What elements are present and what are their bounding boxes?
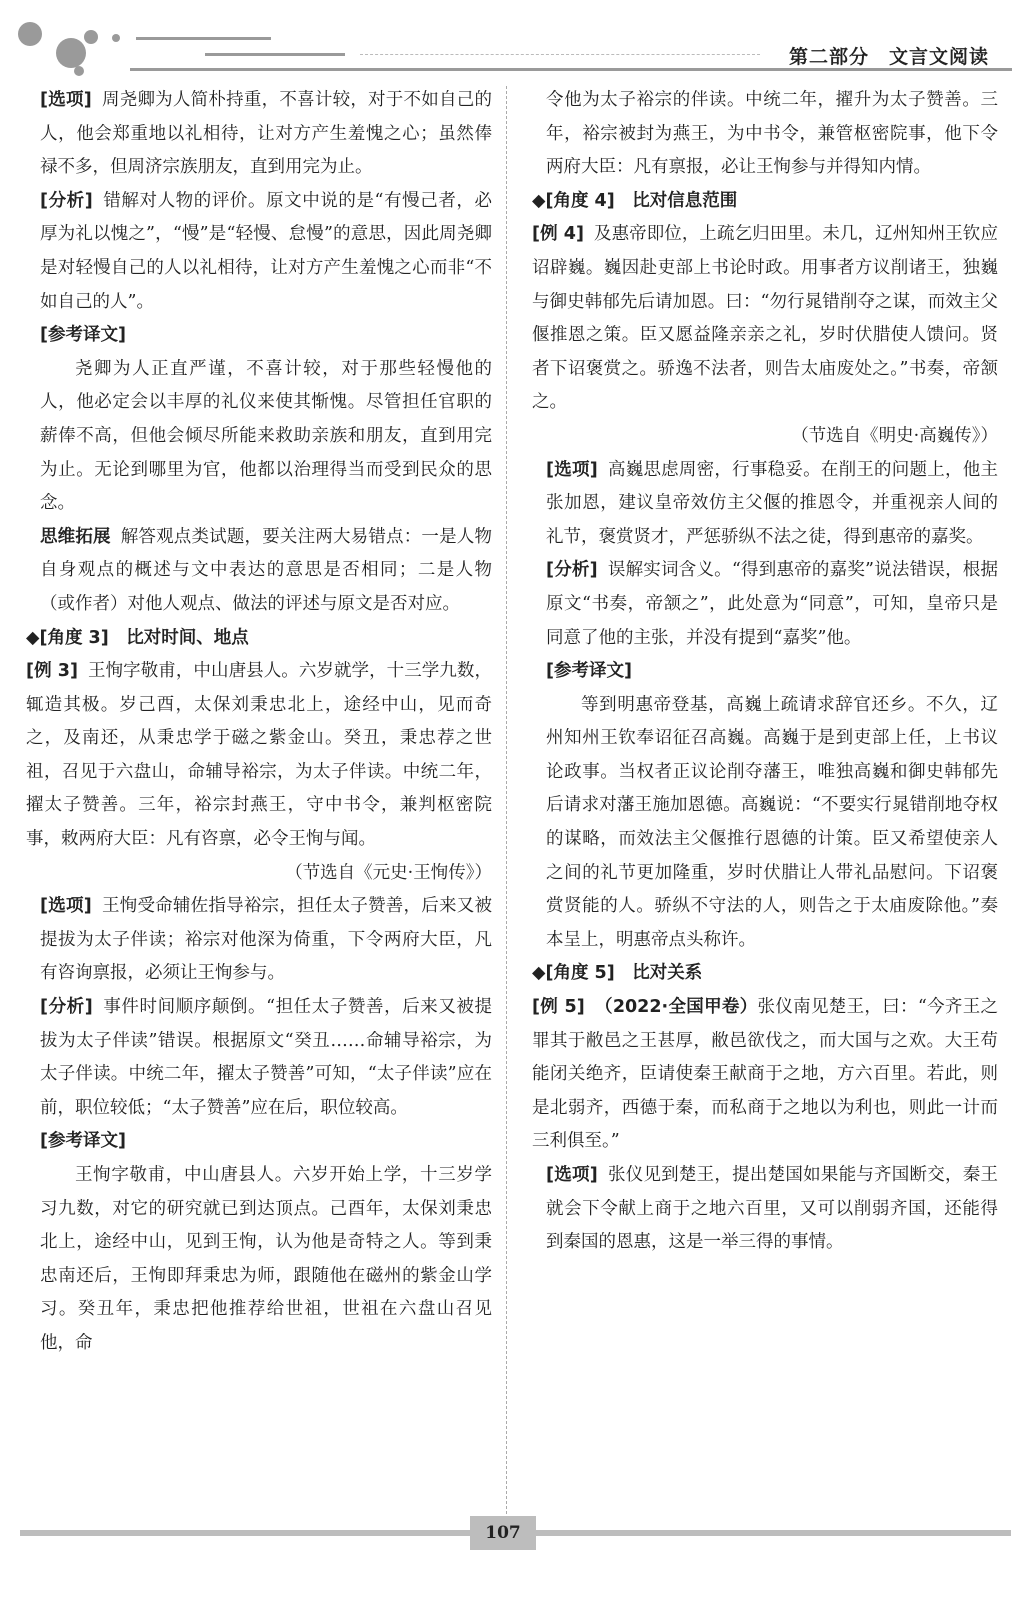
- section-title: 第二部分 文言文阅读: [788, 46, 989, 68]
- example-3-source: （节选自《元史·王恂传》）: [285, 862, 492, 883]
- decor-circle: [112, 34, 120, 42]
- thinking-tag: 思维拓展: [40, 526, 111, 547]
- angle-5-heading: ◆[角度 5] 比对关系: [532, 963, 703, 984]
- example-3-paragraph: [例 3] 王恂字敬甫，中山唐县人。六岁就学，十三学九数，辄造其极。岁己酉，太保刘秉忠北上，途经中山，见而奇之，及南还，从秉忠学于磁之紫金山。癸丑，秉忠荐之世祖，召见于六盘山，命辅导裕宗，为太子伴读。中统二年，擢太子赞善。三年，裕宗封燕王，守中书令，兼判枢密院事，敕两府大臣：凡有咨禀，必令王恂与闻。: [26, 661, 493, 850]
- page-header: [0, 0, 1031, 80]
- translation-tag: [参考译文]: [546, 661, 632, 682]
- thinking-paragraph: 思维拓展 解答观点类试题，要关注两大易错点：一是人物自身观点的概述与文中表达的意思是否相同；二是人物（或作者）对他人观点、做法的评述与原文是否对应。: [40, 526, 492, 614]
- decor-circle: [18, 22, 42, 46]
- exam-source: （2022·全国甲卷）: [594, 997, 758, 1018]
- analysis-paragraph: [分析] 事件时间顺序颠倒。“担任太子赞善，后来又被提拔为太子伴读”错误。根据原文“癸丑……命辅导裕宗，为太子伴读。中统二年，擢太子赞善”可知，“太子伴读”应在前，职位较低；“太子赞善”应在后，职位较高。: [40, 997, 492, 1118]
- decor-line: [136, 37, 271, 40]
- translation-paragraph: 尧卿为人正直严谨，不喜计较，对于那些轻慢他的人，他必定会以丰厚的礼仪来使其惭愧。尽管担任官职的薪俸不高，但他会倾尽所能来救助亲族和朋友，直到用完为止。无论到哪里为官，他都以治理得当而受到民众的思念。: [40, 358, 492, 514]
- example-4-source: （节选自《明史·高巍传》）: [791, 425, 998, 446]
- analysis-tag: [分析]: [40, 190, 93, 211]
- decor-circle: [56, 38, 86, 68]
- page-number: 107: [470, 1516, 536, 1550]
- options-paragraph: [选项] 周尧卿为人简朴持重，不喜计较，对于不如自己的人，他会郑重地以礼相待，让对方产生羞愧之心；虽然俸禄不多，但周济宗族朋友，直到用完为止。: [40, 90, 492, 178]
- translation-continued: 令他为太子裕宗的伴读。中统二年，擢升为太子赞善。三年，裕宗被封为燕王，为中书令，兼管枢密院事，他下令两府大臣：凡有禀报，必让王恂参与并得知内情。: [546, 90, 998, 178]
- example-5-paragraph: [例 5] （2022·全国甲卷）张仪南见楚王，曰：“今齐王之罪其于敝邑之王甚厚，敝邑欲伐之，而大国与之欢。大王苟能闭关绝齐，臣请使秦王献商于之地，方六百里。若此，则是北弱齐，西德于秦，而私商于之地以为利也，则此一计而三利俱至。”: [532, 997, 998, 1152]
- example-tag: [例 4]: [532, 224, 584, 245]
- analysis-tag: [分析]: [546, 560, 598, 581]
- translation-paragraph: 等到明惠帝登基，高巍上疏请求辞官还乡。不久，辽州知州王钦奉诏征召高巍。高巍于是到吏部上任，上书议论政事。当权者正议论削夺藩王，唯独高巍和御史韩郁先后请求对藩王施加恩德。高巍说：“不要实行晁错削地夺权的谋略，而效法主父偃推行恩德的计策。臣又希望使亲人之间的礼节更加隆重，岁时伏腊让人带礼品慰问。下诏褒赏贤能的人。骄纵不守法的人，则告之于太庙废除他。”奏本呈上，明惠帝点头称许。: [546, 694, 998, 950]
- translation-paragraph: 王恂字敬甫，中山唐县人。六岁开始上学，十三岁学习九数，对它的研究就已到达顶点。己酉年，太保刘秉忠北上，途经中山，见到王恂，认为他是奇特之人。等到秉忠南还后，王恂即拜秉忠为师，跟随他在磁州的紫金山学习。癸丑年，秉忠把他推荐给世祖，世祖在六盘山召见他，命: [40, 1165, 492, 1353]
- options-paragraph: [选项] 高巍思虑周密，行事稳妥。在削王的问题上，他主张加恩，建议皇帝效仿主父偃的推恩令，并重视亲人间的礼节，褒赏贤才，严惩骄纵不法之徒，得到惠帝的嘉奖。: [546, 459, 998, 547]
- angle-4-heading: ◆[角度 4] 比对信息范围: [532, 190, 738, 211]
- right-column: [532, 84, 999, 1260]
- example-4-paragraph: [例 4] 及惠帝即位，上疏乞归田里。未几，辽州知州王钦应诏辟巍。巍因赴吏部上书论时政。用事者方议削诸王，独巍与御史韩郁先后请加恩。曰：“勿行晁错削夺之谋，而效主父偃推恩之策。臣又愿益隆亲亲之礼，岁时伏腊使人馈问。贤者下诏褒赏之。骄逸不法者，则告太庙废处之。”书奏，帝颔之。: [532, 224, 999, 413]
- example-tag: [例 3]: [26, 661, 78, 682]
- analysis-paragraph: [分析] 误解实词含义。“得到惠帝的嘉奖”说法错误，根据原文“书奏，帝颔之”，此处意为“同意”，可知，皇帝只是同意了他的主张，并没有提到“嘉奖”他。: [546, 560, 998, 648]
- angle-3-heading: ◆[角度 3] 比对时间、地点: [26, 627, 249, 648]
- options-tag: [选项]: [40, 90, 92, 110]
- options-paragraph: [选项] 张仪见到楚王，提出楚国如果能与齐国断交，秦王就会下令献上商于之地六百里，又可以削弱齐国，还能得到秦国的恩惠，这是一举三得的事情。: [546, 1165, 998, 1253]
- analysis-tag: [分析]: [40, 997, 93, 1018]
- decor-circle: [84, 30, 98, 44]
- left-column: [26, 84, 493, 1361]
- header-dotted-rule: [360, 54, 760, 55]
- translation-tag: [参考译文]: [40, 1131, 126, 1152]
- column-divider: [506, 86, 507, 1514]
- translation-tag: [参考译文]: [40, 325, 126, 346]
- options-tag: [选项]: [546, 459, 598, 480]
- analysis-paragraph: [分析] 错解对人物的评价。原文中说的是“有慢己者，必厚为礼以愧之”，“慢”是“轻慢、怠慢”的意思，因此周尧卿是对轻慢自己的人以礼相待，让对方产生羞愧之心而非“不如自己的人”。: [40, 190, 492, 312]
- decor-circle: [74, 66, 84, 76]
- options-tag: [选项]: [40, 896, 92, 917]
- example-tag: [例 5]: [532, 997, 585, 1018]
- options-tag: [选项]: [546, 1165, 598, 1185]
- options-paragraph: [选项] 王恂受命辅佐指导裕宗，担任太子赞善，后来又被提拔为太子伴读；裕宗对他深为倚重，下令两府大臣，凡有咨询禀报，必须让王恂参与。: [40, 896, 492, 984]
- decor-line: [205, 53, 345, 56]
